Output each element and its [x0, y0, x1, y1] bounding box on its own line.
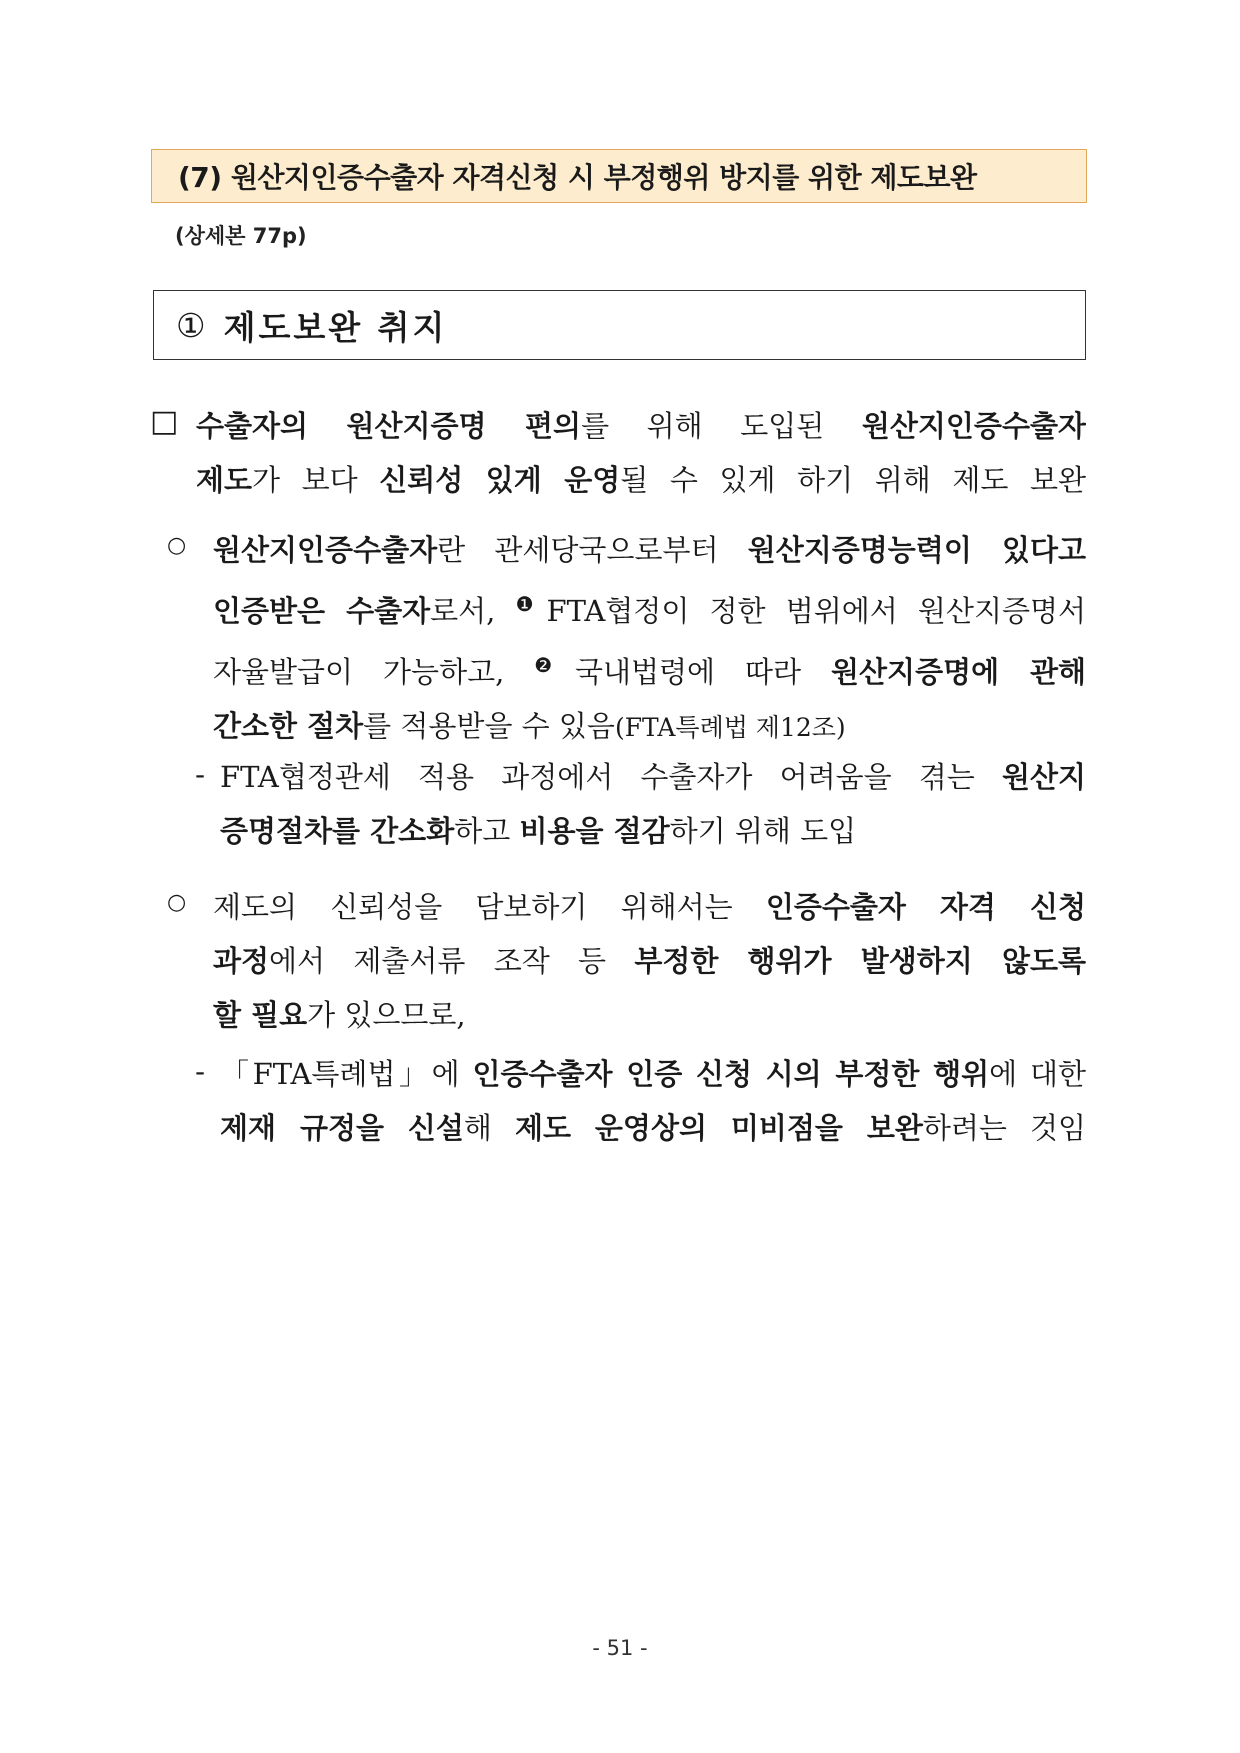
detail-paragraph-2 [220, 1047, 1086, 1155]
emphasis-text: 원산지증명에 관해 [831, 655, 1086, 689]
body-text: 란 관세당국으로부터 [437, 533, 748, 567]
circled-number-2: ❷ [534, 653, 573, 677]
emphasis-text: 간소한 절차 [213, 709, 364, 743]
sub-point-2-line-3 [213, 988, 1086, 1042]
body-text: FTA협정이 정한 범위에서 원산지증명서 [546, 594, 1086, 628]
body-text: 를 적용받을 수 있음 [363, 709, 615, 743]
body-text: 하고 [454, 814, 520, 848]
sub-point-2-line-1 [213, 880, 1086, 934]
square-bullet-marker: □ [150, 404, 179, 439]
emphasis-text: 원산지인증수출자 [213, 533, 438, 567]
body-text: 가 보다 [252, 463, 380, 497]
emphasis-text: 비용을 절감 [519, 814, 670, 848]
body-text: 국내법령에 따라 [574, 655, 832, 689]
main-point-line-2 [196, 453, 1086, 507]
page-number: - 51 - [592, 1636, 648, 1660]
sub-point-paragraph-1 [213, 523, 1086, 755]
emphasis-text: 과정 [213, 944, 270, 978]
topic-heading-box [153, 290, 1086, 360]
body-text: 로서, [430, 594, 516, 628]
emphasis-text: 인증받은 수출자 [213, 594, 431, 628]
body-text: 를 위해 도입된 [581, 409, 862, 443]
detail-1-line-1 [220, 750, 1086, 804]
detail-2-line-2 [220, 1101, 1086, 1155]
law-reference: (FTA특례법 제12조) [614, 713, 846, 742]
sub-point-1-line-2 [213, 577, 1086, 638]
body-text: FTA협정관세 적용 과정에서 수출자가 어려움을 겪는 [220, 760, 1002, 794]
sub-point-1-line-1 [213, 523, 1086, 577]
sub-point-1-line-3 [213, 638, 1086, 699]
section-title: (7) 원산지인증수출자 자격신청 시 부정행위 방지를 위한 제도보완 [151, 149, 1087, 203]
main-point-paragraph [196, 399, 1086, 507]
main-point-line-1 [196, 399, 1086, 453]
body-text: 될 수 있게 하기 위해 제도 보완 [620, 463, 1086, 497]
topic-title: 제도보완 취지 [223, 307, 448, 347]
emphasis-text: 제재 규정을 신설 [220, 1111, 464, 1145]
sub-point-paragraph-2 [213, 880, 1086, 1042]
body-text: 하려는 것임 [922, 1111, 1086, 1145]
topic-number: ① [176, 305, 206, 345]
section-reference: (상세본 77p) [175, 224, 307, 248]
body-text: 가 있으므로, [307, 998, 466, 1032]
circle-bullet-marker: ○ [167, 533, 187, 558]
emphasis-text: 제도 운영상의 미비점을 보완 [514, 1111, 923, 1145]
emphasis-text: 부정한 행위가 발생하지 않도록 [634, 944, 1086, 978]
body-text: 해 [463, 1111, 515, 1145]
emphasis-text: 수출자의 원산지증명 편의 [196, 409, 582, 443]
emphasis-text: 증명절차를 간소화 [220, 814, 455, 848]
dash-bullet-marker: - [195, 1055, 206, 1088]
circle-bullet-marker: ○ [167, 890, 187, 915]
body-text: 에 대한 [989, 1057, 1086, 1091]
body-text: 자율발급이 가능하고, [213, 655, 535, 689]
detail-paragraph-1 [220, 750, 1086, 858]
dash-bullet-marker: - [195, 758, 206, 791]
emphasis-text: 인증수출자 인증 신청 시의 부정한 행위 [472, 1057, 990, 1091]
body-text: 제도의 신뢰성을 담보하기 위해서는 [213, 890, 766, 924]
body-text: 에서 제출서류 조작 등 [269, 944, 635, 978]
sub-point-1-line-4 [213, 699, 1086, 755]
circled-number-1: ❶ [515, 592, 545, 616]
detail-2-line-1 [220, 1047, 1086, 1101]
sub-point-2-line-2 [213, 934, 1086, 988]
emphasis-text: 원산지 [1001, 760, 1086, 794]
emphasis-text: 원산지인증수출자 [861, 409, 1086, 443]
emphasis-text: 제도 [196, 463, 253, 497]
body-text: 하기 위해 도입 [669, 814, 857, 848]
emphasis-text: 신뢰성 있게 운영 [379, 463, 621, 497]
detail-1-line-2 [220, 804, 1086, 858]
emphasis-text: 인증수출자 자격 신청 [765, 890, 1086, 924]
body-text: 「FTA특례법」에 [220, 1057, 473, 1091]
emphasis-text: 할 필요 [213, 998, 308, 1032]
emphasis-text: 원산지증명능력이 있다고 [747, 533, 1086, 567]
